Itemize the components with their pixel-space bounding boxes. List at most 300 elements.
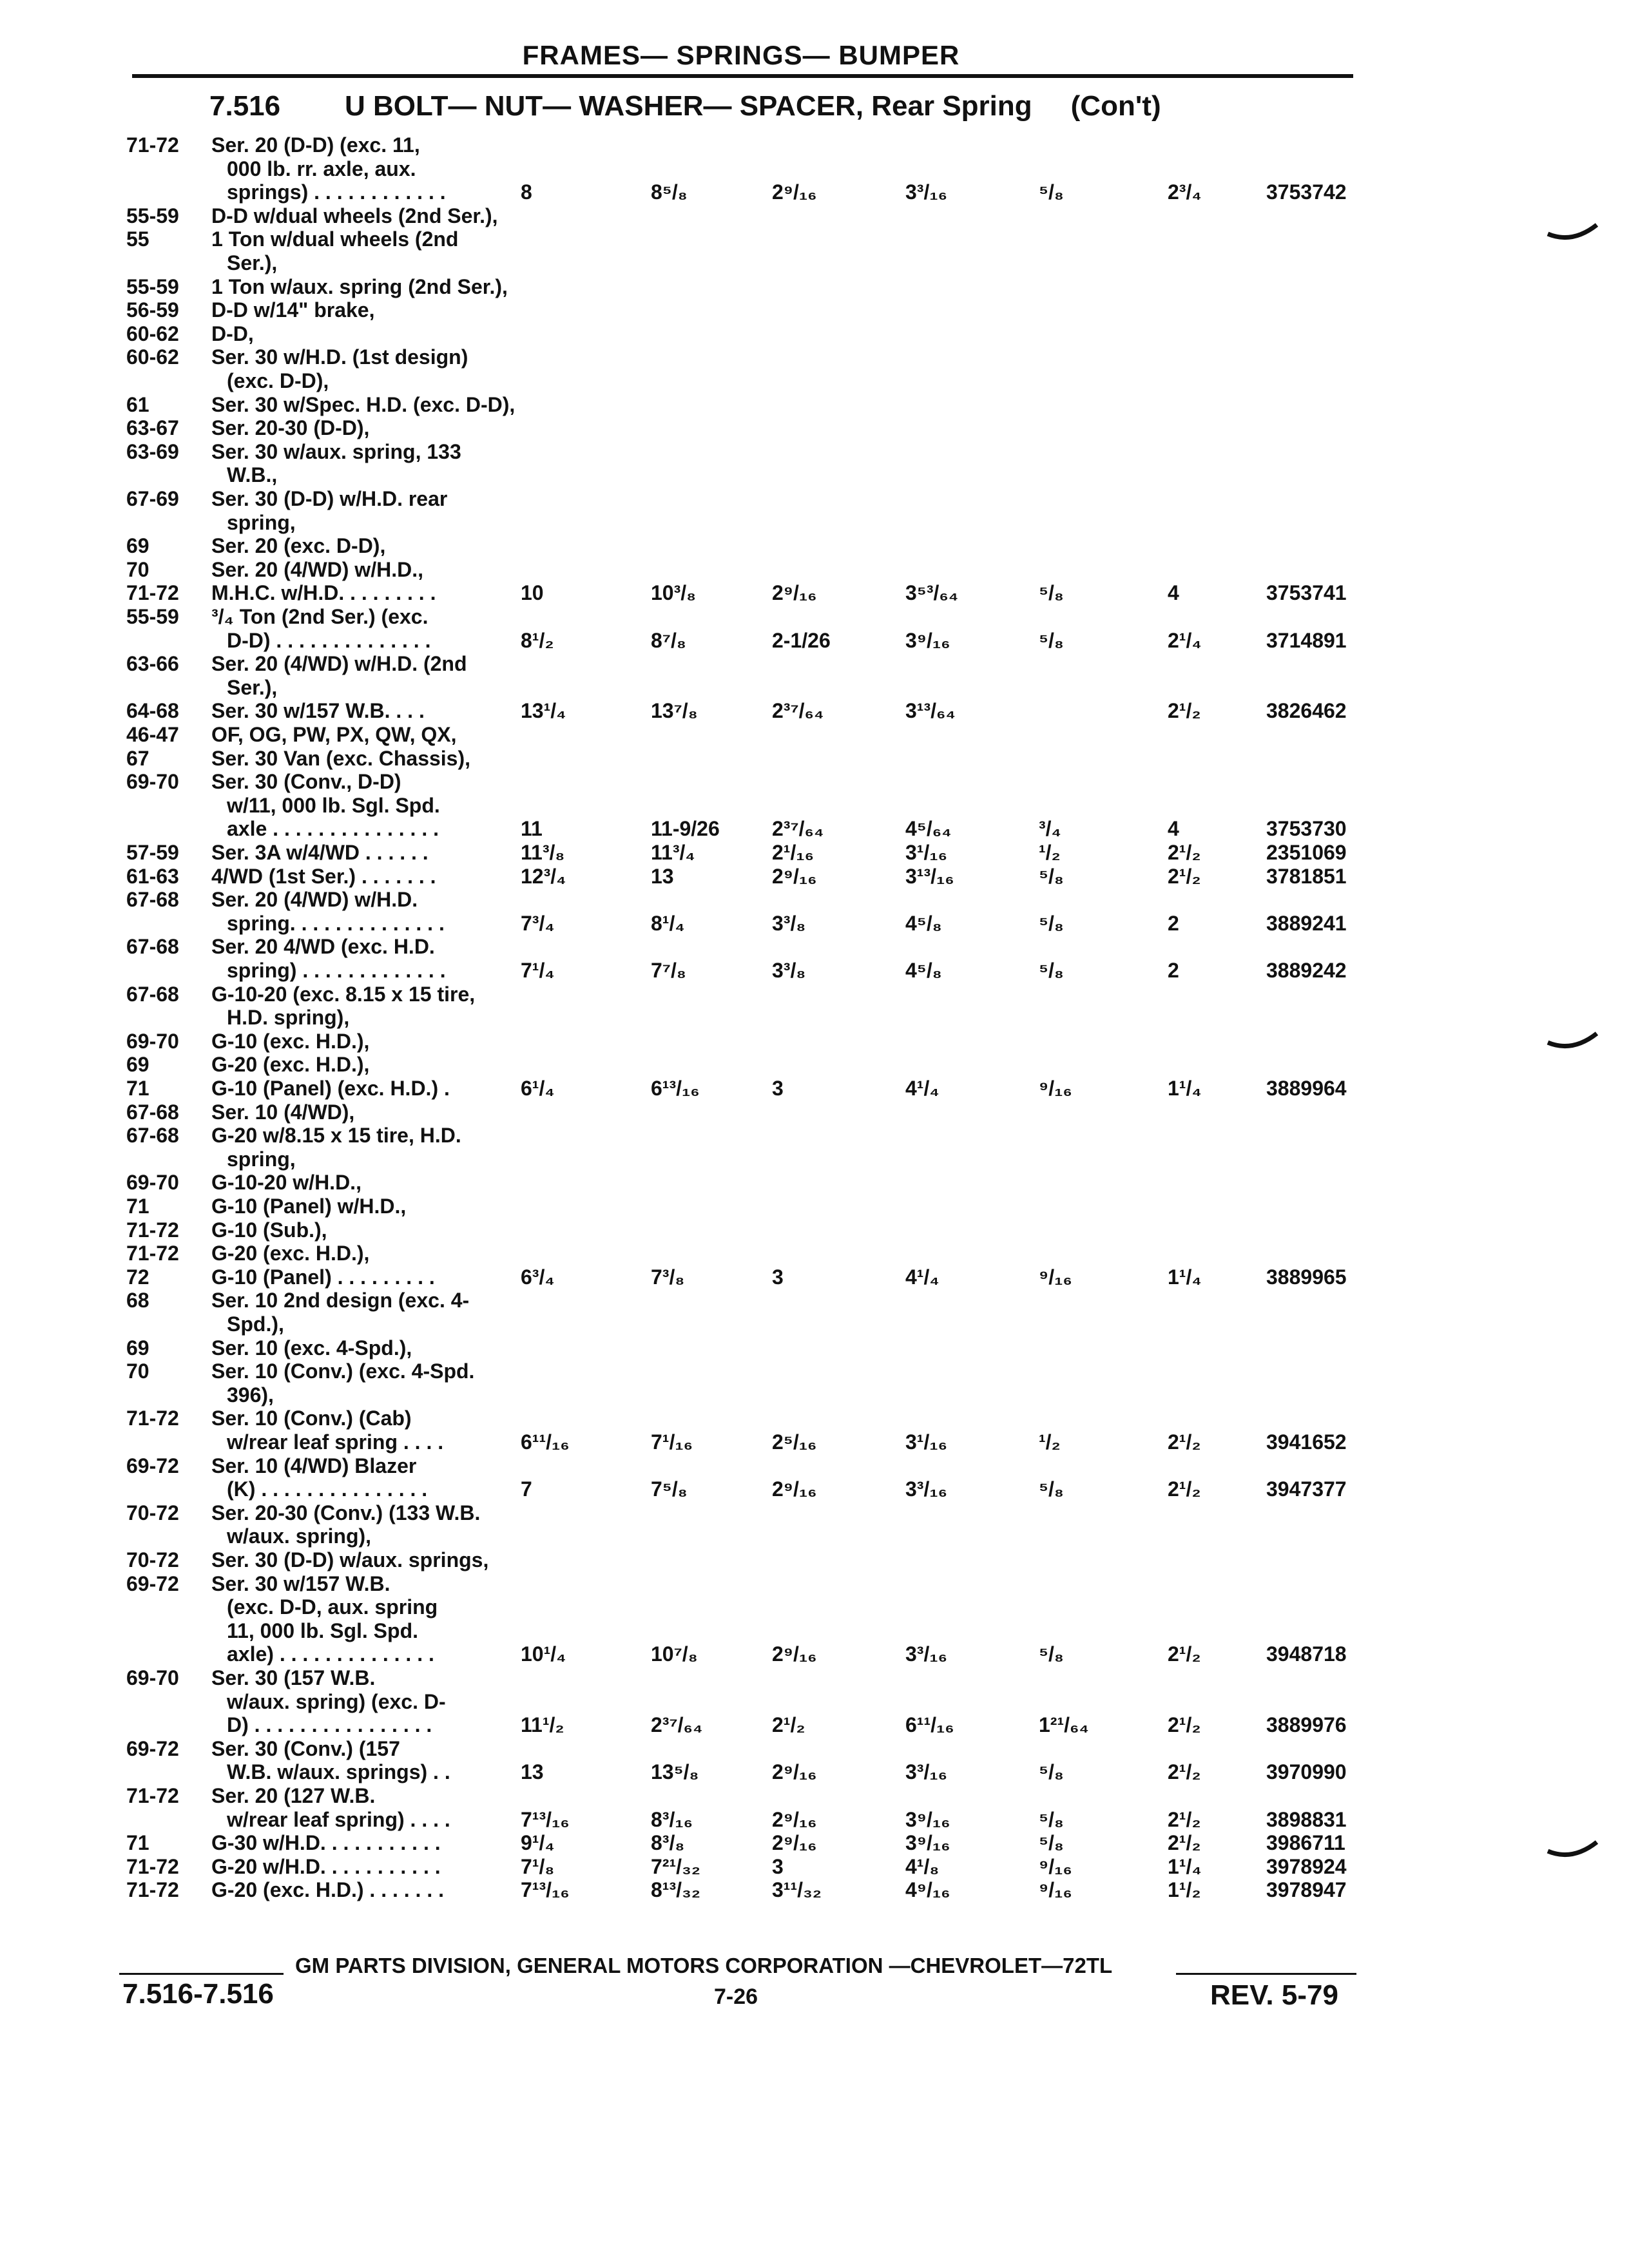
dim-c: 2¹/₁₆	[772, 841, 815, 864]
dim-a: 10¹/₄	[521, 1642, 566, 1666]
header-rule	[132, 74, 1353, 78]
dim-d: 4⁵/₆₄	[905, 817, 952, 841]
model-years: 60-62	[126, 322, 179, 345]
dim-b: 7⁵/₈	[651, 1477, 688, 1501]
application: w/rear leaf spring . . . .	[227, 1430, 444, 1454]
dim-a: 8	[521, 180, 532, 204]
dim-a: 11	[521, 817, 543, 841]
table-row	[0, 1500, 1629, 1526]
model-years: 67-68	[126, 1124, 179, 1148]
dim-b: 8³/₁₆	[651, 1807, 693, 1831]
model-years: 71	[126, 1077, 149, 1100]
dim-c: 3	[772, 1265, 784, 1289]
dim-d: 3¹/₁₆	[905, 1430, 948, 1454]
table-row	[0, 1240, 1629, 1266]
model-years: 57-59	[126, 841, 179, 864]
application: G-20 (exc. H.D.),	[211, 1242, 370, 1265]
table-row	[0, 1641, 1629, 1667]
application: Ser.),	[227, 675, 278, 699]
application: D-D w/14" brake,	[211, 298, 375, 322]
application: ³/₄ Ton (2nd Ser.) (exc.	[211, 605, 429, 628]
model-years: 46-47	[126, 723, 179, 746]
model-years: 69-70	[126, 1171, 179, 1195]
dim-f: 4	[1168, 581, 1179, 605]
section-heading	[209, 90, 1161, 122]
application: (exc. D-D),	[227, 369, 329, 392]
part-number: 3898831	[1266, 1807, 1347, 1831]
application: Ser. 10 2nd design (exc. 4-	[211, 1289, 470, 1312]
application: axle . . . . . . . . . . . . . . .	[227, 817, 439, 841]
table-row	[0, 816, 1629, 841]
application: G-10 (Sub.),	[211, 1218, 327, 1242]
dim-d: 4⁵/₈	[905, 959, 942, 982]
application: Ser. 10 (exc. 4-Spd.),	[211, 1336, 412, 1360]
table-row	[0, 651, 1629, 677]
application: G-10-20 (exc. 8.15 x 15 tire,	[211, 982, 476, 1006]
dim-d: 3³/₁₆	[905, 1760, 948, 1784]
dim-e: ¹/₂	[1039, 1430, 1061, 1454]
model-years: 71	[126, 1195, 149, 1218]
dim-b: 8³/₈	[651, 1831, 685, 1855]
dim-c: 2³⁷/₆₄	[772, 699, 824, 723]
application: G-10 (Panel) w/H.D.,	[211, 1195, 407, 1218]
model-years: 63-69	[126, 439, 179, 463]
dim-a: 7	[521, 1477, 532, 1501]
binder-mark	[1547, 1031, 1598, 1057]
table-row	[0, 1547, 1629, 1573]
table-row	[0, 1335, 1629, 1361]
dim-f: 2¹/₂	[1168, 1713, 1201, 1737]
dim-e: ⁵/₈	[1039, 864, 1064, 888]
model-years: 71-72	[126, 1242, 179, 1265]
part-number: 3948718	[1266, 1642, 1347, 1666]
application: H.D. spring),	[227, 1006, 350, 1030]
dim-e: ⁹/₁₆	[1039, 1265, 1072, 1289]
model-years: 71-72	[126, 581, 179, 605]
table-row	[0, 1382, 1629, 1408]
application: 1 Ton w/aux. spring (2nd Ser.),	[211, 274, 508, 298]
dim-e: ⁹/₁₆	[1039, 1878, 1072, 1902]
model-years: 70-72	[126, 1501, 179, 1524]
dim-e: ⁵/₈	[1039, 1807, 1064, 1831]
dim-b: 8⁵/₈	[651, 180, 688, 204]
table-row	[0, 981, 1629, 1007]
table-row	[0, 1689, 1629, 1715]
dim-e: ⁵/₈	[1039, 581, 1064, 605]
dim-c: 2⁹/₁₆	[772, 1477, 817, 1501]
dim-e: ⁵/₈	[1039, 1760, 1064, 1784]
dim-a: 10	[521, 581, 544, 605]
table-row	[0, 1099, 1629, 1125]
dim-e: ⁵/₈	[1039, 180, 1064, 204]
table-row	[0, 321, 1629, 347]
dim-b: 10⁷/₈	[651, 1642, 698, 1666]
dim-e: 1²¹/₆₄	[1039, 1713, 1089, 1737]
table-row	[0, 1618, 1629, 1644]
table-row	[0, 1807, 1629, 1832]
table-row	[0, 793, 1629, 818]
footer-rule-left	[119, 1973, 284, 1975]
dim-c: 2⁹/₁₆	[772, 1807, 817, 1831]
dim-a: 6¹/₄	[521, 1077, 555, 1100]
section-title: U BOLT— NUT— WASHER— SPACER, Rear Spring	[345, 90, 1032, 122]
table-row	[0, 486, 1629, 512]
model-years: 69-72	[126, 1454, 179, 1477]
part-number: 3753730	[1266, 817, 1347, 841]
application: w/aux. spring),	[227, 1524, 372, 1548]
dim-b: 13⁷/₈	[651, 699, 698, 723]
dim-f: 2	[1168, 911, 1179, 935]
dim-d: 3⁹/₁₆	[905, 628, 950, 652]
application: springs) . . . . . . . . . . . .	[227, 180, 446, 204]
application: Ser. 30 (D-D) w/aux. springs,	[211, 1548, 489, 1571]
footer-page-number: 7-26	[714, 1984, 758, 2009]
dim-a: 7¹/₈	[521, 1854, 555, 1878]
table-row	[0, 1287, 1629, 1313]
dim-a: 9¹/₄	[521, 1831, 555, 1855]
application: D-D w/dual wheels (2nd Ser.),	[211, 204, 498, 227]
dim-a: 6¹¹/₁₆	[521, 1430, 570, 1454]
dim-f: 2	[1168, 959, 1179, 982]
dim-e: ³/₄	[1039, 817, 1061, 841]
application: OF, OG, PW, PX, QW, QX,	[211, 723, 457, 746]
table-row	[0, 1476, 1629, 1502]
dim-a: 13	[521, 1760, 544, 1784]
table-row	[0, 1453, 1629, 1479]
model-years: 55-59	[126, 204, 179, 227]
table-row	[0, 250, 1629, 276]
table-row	[0, 533, 1629, 559]
dim-b: 7³/₈	[651, 1265, 685, 1289]
application: M.H.C. w/H.D. . . . . . . . .	[211, 581, 436, 605]
table-row	[0, 1311, 1629, 1337]
dim-c: 3³/₈	[772, 959, 806, 982]
application: Ser.),	[227, 251, 278, 274]
application: G-10-20 w/H.D.,	[211, 1171, 361, 1195]
table-row	[0, 1783, 1629, 1809]
dim-d: 3⁵³/₆₄	[905, 581, 959, 605]
dim-f: 1¹/₄	[1168, 1077, 1202, 1100]
dim-a: 6³/₄	[521, 1265, 555, 1289]
model-years: 71-72	[126, 1784, 179, 1807]
table-row	[0, 1405, 1629, 1431]
model-years: 71-72	[126, 1854, 179, 1878]
part-number: 3753741	[1266, 581, 1347, 605]
dim-f: 2¹/₂	[1168, 1831, 1201, 1855]
model-years: 63-66	[126, 652, 179, 676]
table-row	[0, 628, 1629, 653]
model-years: 55	[126, 227, 149, 251]
dim-f: 1¹/₄	[1168, 1265, 1202, 1289]
dim-a: 7³/₄	[521, 911, 555, 935]
table-row	[0, 297, 1629, 323]
application: Ser. 20 4/WD (exc. H.D.	[211, 935, 435, 959]
model-years: 55-59	[126, 605, 179, 628]
application: 396),	[227, 1383, 274, 1407]
part-number: 3889965	[1266, 1265, 1347, 1289]
dim-a: 8¹/₂	[521, 628, 554, 652]
table-row	[0, 840, 1629, 865]
table-row	[0, 1877, 1629, 1903]
footer-section-range: 7.516-7.516	[122, 1978, 274, 2010]
application: Ser. 30 (157 W.B.	[211, 1666, 376, 1689]
table-row	[0, 580, 1629, 606]
dim-e: ⁵/₈	[1039, 1477, 1064, 1501]
dim-c: 2⁹/₁₆	[772, 180, 817, 204]
table-row	[0, 1712, 1629, 1738]
model-years: 69-72	[126, 1736, 179, 1760]
table-row	[0, 887, 1629, 912]
application: Ser. 30 Van (exc. Chassis),	[211, 746, 471, 770]
table-row	[0, 344, 1629, 370]
application: w/aux. spring) (exc. D-	[227, 1689, 446, 1713]
application: w/11, 000 lb. Sgl. Spd.	[227, 793, 440, 817]
page-header-title: FRAMES— SPRINGS— BUMPER	[522, 40, 960, 70]
dim-c: 3	[772, 1077, 784, 1100]
table-row	[0, 1854, 1629, 1879]
table-row	[0, 1358, 1629, 1384]
application: Ser. 20 (127 W.B.	[211, 1784, 376, 1807]
application: Ser. 30 w/Spec. H.D. (exc. D-D),	[211, 392, 516, 416]
table-row	[0, 769, 1629, 794]
dim-e: ⁵/₈	[1039, 911, 1064, 935]
dim-e: ⁹/₁₆	[1039, 1854, 1072, 1878]
application: Ser. 10 (4/WD) Blazer	[211, 1454, 417, 1477]
dim-d: 3³/₁₆	[905, 1477, 948, 1501]
model-years: 71-72	[126, 1218, 179, 1242]
dim-e: ¹/₂	[1039, 841, 1061, 864]
model-years: 67-68	[126, 982, 179, 1006]
dim-f: 2¹/₂	[1168, 1477, 1201, 1501]
dim-b: 7²¹/₃₂	[651, 1854, 701, 1878]
table-row	[0, 745, 1629, 771]
dim-d: 3¹³/₆₄	[905, 699, 956, 723]
table-row	[0, 1004, 1629, 1030]
dim-f: 2¹/₂	[1168, 1430, 1201, 1454]
dim-f: 2¹/₂	[1168, 699, 1201, 723]
table-row	[0, 863, 1629, 889]
model-years: 61	[126, 392, 149, 416]
dim-d: 4¹/₄	[905, 1265, 940, 1289]
application: Ser. 20 (4/WD) w/H.D.,	[211, 557, 423, 581]
model-years: 56-59	[126, 298, 179, 322]
table-row	[0, 439, 1629, 465]
dim-c: 2¹/₂	[772, 1713, 805, 1737]
table-row	[0, 1523, 1629, 1549]
part-number: 3941652	[1266, 1430, 1347, 1454]
part-number: 2351069	[1266, 841, 1347, 864]
model-years: 69	[126, 1053, 149, 1077]
section-number: 7.516	[209, 90, 281, 122]
table-row	[0, 1736, 1629, 1762]
application: Ser. 30 w/aux. spring, 133	[211, 439, 461, 463]
dim-b: 13	[651, 864, 674, 888]
application: w/rear leaf spring) . . . .	[227, 1807, 450, 1831]
dim-c: 2⁹/₁₆	[772, 581, 817, 605]
application: (K) . . . . . . . . . . . . . . .	[227, 1477, 428, 1501]
dim-b: 11-9/26	[651, 817, 720, 841]
application: D-D,	[211, 322, 254, 345]
model-years: 64-68	[126, 699, 179, 723]
application: Ser. 30 w/157 W.B.	[211, 1571, 390, 1595]
dim-c: 2-1/26	[772, 628, 831, 652]
model-years: 69-70	[126, 1029, 179, 1053]
application: Ser. 20 (4/WD) w/H.D.	[211, 888, 418, 912]
part-number: 3889976	[1266, 1713, 1347, 1737]
table-row	[0, 604, 1629, 629]
dim-d: 3⁹/₁₆	[905, 1831, 950, 1855]
part-number: 3986711	[1266, 1831, 1345, 1855]
model-years: 68	[126, 1289, 149, 1312]
table-row	[0, 1594, 1629, 1620]
model-years: 72	[126, 1265, 149, 1289]
dim-b: 13⁵/₈	[651, 1760, 699, 1784]
dim-f: 1¹/₂	[1168, 1878, 1201, 1902]
model-years: 71-72	[126, 1878, 179, 1902]
binder-mark	[1547, 1840, 1598, 1865]
model-years: 61-63	[126, 864, 179, 888]
table-row	[0, 934, 1629, 959]
application: spring) . . . . . . . . . . . . .	[227, 959, 446, 982]
dim-a: 11³/₈	[521, 841, 565, 864]
dim-c: 2⁹/₁₆	[772, 864, 817, 888]
table-row	[0, 1169, 1629, 1195]
part-number: 3889964	[1266, 1077, 1347, 1100]
table-row	[0, 203, 1629, 229]
model-years: 71-72	[126, 133, 179, 157]
dim-f: 2¹/₄	[1168, 628, 1202, 652]
dim-d: 4⁹/₁₆	[905, 1878, 950, 1902]
binder-mark	[1547, 222, 1598, 248]
application: Ser. 20 (4/WD) w/H.D. (2nd	[211, 652, 467, 676]
table-row	[0, 1217, 1629, 1243]
dim-f: 1¹/₄	[1168, 1854, 1202, 1878]
dim-f: 2¹/₂	[1168, 1642, 1201, 1666]
application: G-10 (exc. H.D.),	[211, 1029, 370, 1053]
application: G-30 w/H.D. . . . . . . . . . .	[211, 1831, 441, 1855]
model-years: 70	[126, 1360, 149, 1383]
application: Ser. 30 (Conv.) (157	[211, 1736, 400, 1760]
table-row	[0, 179, 1629, 205]
dim-d: 4¹/₄	[905, 1077, 940, 1100]
table-row	[0, 957, 1629, 983]
application: G-20 (exc. H.D.) . . . . . . .	[211, 1878, 444, 1902]
application: W.B.,	[227, 463, 278, 487]
dim-e: ⁵/₈	[1039, 628, 1064, 652]
table-row	[0, 1571, 1629, 1597]
model-years: 69	[126, 534, 149, 558]
table-row	[0, 1193, 1629, 1219]
part-number: 3947377	[1266, 1477, 1347, 1501]
table-row	[0, 1830, 1629, 1856]
table-row	[0, 368, 1629, 394]
model-years: 55-59	[126, 274, 179, 298]
application: G-20 w/H.D. . . . . . . . . . .	[211, 1854, 441, 1878]
dim-b: 11³/₄	[651, 841, 695, 864]
table-row	[0, 274, 1629, 300]
table-row	[0, 1264, 1629, 1290]
application: G-10 (Panel) . . . . . . . . .	[211, 1265, 435, 1289]
part-number: 3889241	[1266, 911, 1347, 935]
model-years: 60-62	[126, 345, 179, 369]
application: D-D) . . . . . . . . . . . . . .	[227, 628, 431, 652]
dim-c: 2⁹/₁₆	[772, 1831, 817, 1855]
footer-text: GM PARTS DIVISION, GENERAL MOTORS CORPORATION —CHEVROLET—72TL	[295, 1954, 1113, 1977]
application: 1 Ton w/dual wheels (2nd	[211, 227, 459, 251]
dim-b: 10³/₈	[651, 581, 697, 605]
application: Ser. 20-30 (D-D),	[211, 416, 370, 440]
table-row	[0, 156, 1629, 182]
dim-f: 2¹/₂	[1168, 864, 1201, 888]
application: G-10 (Panel) (exc. H.D.) .	[211, 1077, 450, 1100]
application: Ser. 20 (D-D) (exc. 11,	[211, 133, 420, 157]
table-row	[0, 392, 1629, 418]
model-years: 70	[126, 557, 149, 581]
dim-b: 8¹/₄	[651, 911, 685, 935]
part-number: 3753742	[1266, 180, 1347, 204]
model-years: 69-72	[126, 1571, 179, 1595]
dim-b: 7¹/₁₆	[651, 1430, 693, 1454]
application: Ser. 10 (4/WD),	[211, 1100, 355, 1124]
application: Ser. 20 (exc. D-D),	[211, 534, 386, 558]
table-row	[0, 415, 1629, 441]
part-number: 3781851	[1266, 864, 1347, 888]
application: Spd.),	[227, 1312, 284, 1336]
dim-f: 2³/₄	[1168, 180, 1202, 204]
dim-c: 2³⁷/₆₄	[772, 817, 824, 841]
dim-a: 7¹³/₁₆	[521, 1878, 570, 1902]
footer-revision: REV. 5-79	[1210, 1979, 1338, 2011]
dim-a: 11¹/₂	[521, 1713, 564, 1737]
model-years: 67-68	[126, 935, 179, 959]
dim-b: 8⁷/₈	[651, 628, 686, 652]
application: spring,	[227, 1147, 296, 1171]
table-row	[0, 698, 1629, 724]
dim-d: 3³/₁₆	[905, 1642, 948, 1666]
part-number: 3826462	[1266, 699, 1347, 723]
dim-c: 3¹¹/₃₂	[772, 1878, 822, 1902]
table-row	[0, 462, 1629, 488]
model-years: 67	[126, 746, 149, 770]
dim-f: 2¹/₂	[1168, 1760, 1201, 1784]
table-row	[0, 675, 1629, 700]
application: D) . . . . . . . . . . . . . . . .	[227, 1713, 432, 1737]
dim-a: 12³/₄	[521, 864, 566, 888]
dim-e: ⁹/₁₆	[1039, 1077, 1072, 1100]
application: Ser. 3A w/4/WD . . . . . .	[211, 841, 429, 864]
footer-rule-right	[1176, 1973, 1356, 1975]
part-number: 3978924	[1266, 1854, 1347, 1878]
application: spring. . . . . . . . . . . . . .	[227, 911, 445, 935]
model-years: 63-67	[126, 416, 179, 440]
table-row	[0, 1075, 1629, 1101]
dim-a: 13¹/₄	[521, 699, 566, 723]
model-years: 71	[126, 1831, 149, 1855]
dim-d: 3¹³/₁₆	[905, 864, 954, 888]
application: axle) . . . . . . . . . . . . . .	[227, 1642, 434, 1666]
model-years: 69-70	[126, 770, 179, 794]
dim-c: 3³/₈	[772, 911, 806, 935]
application: Ser. 10 (Conv.) (Cab)	[211, 1407, 412, 1430]
table-row	[0, 226, 1629, 252]
application: 11, 000 lb. Sgl. Spd.	[227, 1619, 418, 1642]
table-row	[0, 557, 1629, 582]
part-number: 3970990	[1266, 1760, 1347, 1784]
dim-b: 8¹³/₃₂	[651, 1878, 701, 1902]
model-years: 69	[126, 1336, 149, 1360]
application: Ser. 30 (Conv., D-D)	[211, 770, 401, 794]
table-row	[0, 1122, 1629, 1148]
